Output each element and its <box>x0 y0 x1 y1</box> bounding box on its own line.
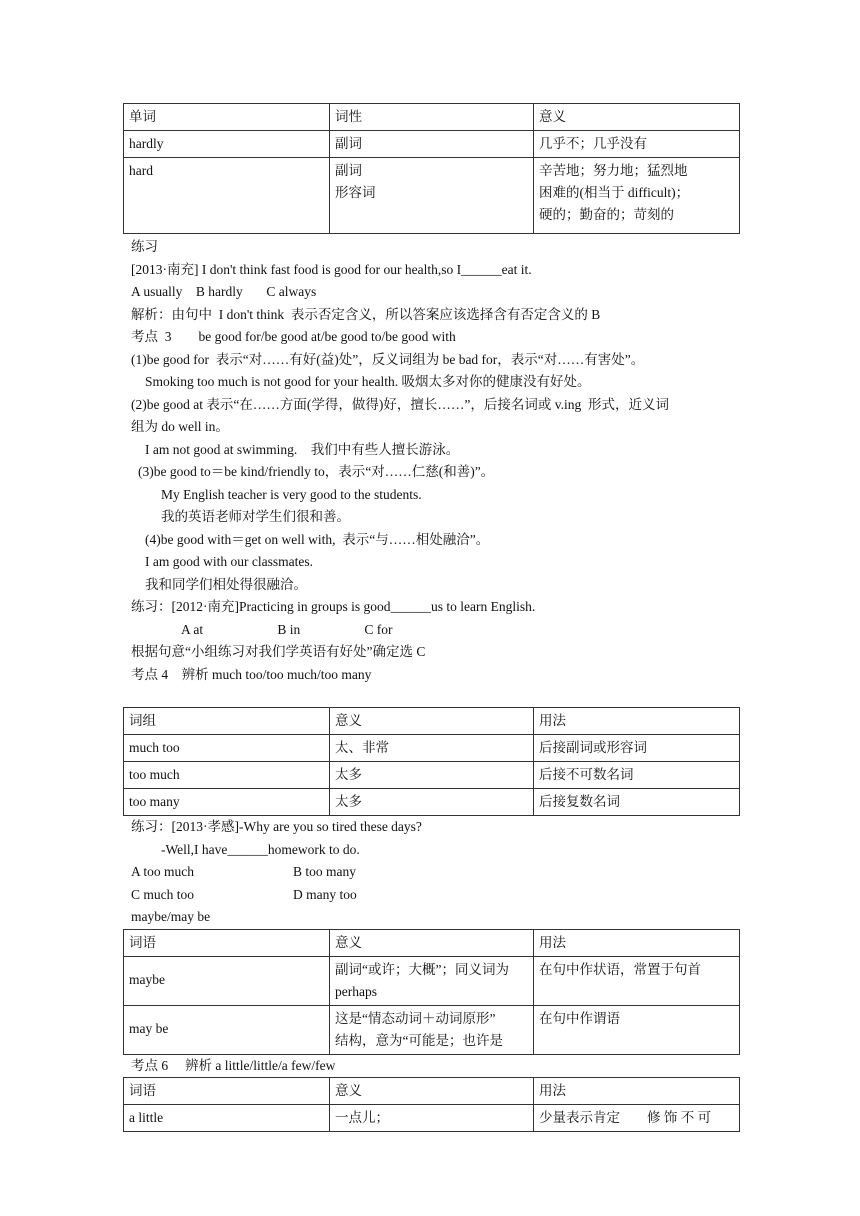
table-cell: 少量表示肯定 修 饰 不 可 <box>534 1105 740 1132</box>
table-row <box>124 1005 740 1054</box>
practice-question: 练习：[2012·南充]Practicing in groups is good______us to learn English. <box>131 599 536 614</box>
table-cell: 在句中作谓语 <box>534 1005 740 1054</box>
table-cell: 后接副词或形容词 <box>534 735 740 762</box>
table-row <box>124 789 740 816</box>
section-heading: maybe/may be <box>131 909 211 924</box>
cell-line: 辛苦地；努力地；猛烈地 <box>539 163 688 178</box>
table-header-row <box>124 104 740 131</box>
header-cell: 词性 <box>330 104 534 131</box>
header-cell: 意义 <box>534 104 740 131</box>
cell-line: 副词“或许；大概”；同义词为 <box>335 961 509 977</box>
table-cell <box>534 158 740 234</box>
header-cell: 词语 <box>124 1078 330 1105</box>
option-d: D many too <box>293 886 357 902</box>
cell-line: 形容词 <box>335 185 376 200</box>
table-cell: 太多 <box>330 762 534 789</box>
table-header-row <box>124 1078 740 1105</box>
cell-line: 副词 <box>335 163 362 178</box>
paragraph: (4)be good with＝get on well with, 表示“与……相处融洽”。 <box>145 531 490 547</box>
term-table-a-little <box>123 1077 740 1132</box>
practice-question: 练习：[2013·孝感]-Why are you so tired these days? <box>131 819 422 834</box>
header-cell: 用法 <box>534 1078 740 1105</box>
table-cell: too much <box>124 762 330 789</box>
table-cell: 几乎不；几乎没有 <box>534 131 740 158</box>
table-cell: 太、非常 <box>330 735 534 762</box>
table-cell: hard <box>124 158 330 234</box>
example-sentence: I am not good at swimming. 我们中有些人擅长游泳。 <box>145 441 460 457</box>
table-row <box>124 158 740 234</box>
header-cell: 意义 <box>330 929 534 956</box>
cell-line: 结构，意为“可能是；也许是 <box>335 1032 503 1048</box>
example-sentence: Smoking too much is not good for your health. 吸烟太多对你的健康没有好处。 <box>145 374 591 389</box>
answer-options <box>131 861 743 884</box>
paragraph: (3)be good to＝be kind/friendly to，表示“对……仁慈(和善)”。 <box>138 464 495 479</box>
table-header-row <box>124 708 740 735</box>
cell-line: perhaps <box>335 983 377 999</box>
example-sentence: I am good with our classmates. <box>145 554 313 569</box>
table-cell: a little <box>124 1105 330 1132</box>
table-row <box>124 956 740 1005</box>
practice-question: [2013·南充] I don't think fast food is good for our health,so I______eat it. <box>131 261 532 277</box>
header-cell: 意义 <box>330 1078 534 1105</box>
table-cell: too many <box>124 789 330 816</box>
document-page <box>123 103 743 1132</box>
phrase-table-much-too <box>123 707 740 816</box>
term-table-maybe <box>123 929 740 1055</box>
example-translation: 我的英语老师对学生们很和善。 <box>161 509 350 524</box>
header-cell: 词语 <box>124 929 330 956</box>
table-cell: hardly <box>124 131 330 158</box>
option-a: A too much <box>131 864 194 879</box>
table-cell <box>330 1005 534 1054</box>
table-cell: 后接不可数名词 <box>534 762 740 789</box>
table-cell: maybe <box>124 956 330 1005</box>
table-row <box>124 735 740 762</box>
point-title: 考点 6 辨析 a little/little/a few/few <box>131 1057 336 1073</box>
answer-options: A usually B hardly C always <box>131 284 317 299</box>
paragraph: (1)be good for 表示“对……有好(益)处”，反义词组为 be bad for，表示“对……有害处”。 <box>131 351 645 367</box>
option-c: C much too <box>131 886 194 902</box>
header-cell: 用法 <box>534 929 740 956</box>
header-cell: 用法 <box>534 708 740 735</box>
answer-options <box>131 884 743 907</box>
table-cell: 在句中作状语，常置于句首 <box>534 956 740 1005</box>
paragraph: 组为 do well in。 <box>131 419 229 434</box>
point-title: 考点 3 be good for/be good at/be good to/be good with <box>131 329 456 344</box>
table-cell: 后接复数名词 <box>534 789 740 816</box>
table-cell <box>330 956 534 1005</box>
practice-question: -Well,I have______homework to do. <box>161 841 360 857</box>
table-cell: 副词 <box>330 131 534 158</box>
option-b: B too many <box>293 864 356 879</box>
table-row <box>124 131 740 158</box>
analysis-text: 解析：由句中 I don't think 表示否定含义，所以答案应该选择含有否定含义的 B <box>131 306 601 322</box>
header-cell: 单词 <box>124 104 330 131</box>
point-title: 考点 4 辨析 much too/too much/too many <box>131 666 372 682</box>
table-cell: 太多 <box>330 789 534 816</box>
table-row <box>124 1105 740 1132</box>
cell-line: 硬的；勤奋的；苛刻的 <box>539 207 674 222</box>
table-row <box>124 762 740 789</box>
table-cell <box>330 158 534 234</box>
header-cell: 词组 <box>124 708 330 735</box>
word-table-hardly-hard <box>123 103 740 234</box>
example-sentence: My English teacher is very good to the students. <box>161 486 422 502</box>
paragraph: (2)be good at 表示“在……方面(学得，做得)好，擅长……”，后接名词或 v.ing 形式，近义词 <box>131 396 669 412</box>
table-header-row <box>124 929 740 956</box>
answer-explanation: 根据句意“小组练习对我们学英语有好处”确定选 C <box>131 644 426 659</box>
header-cell: 意义 <box>330 708 534 735</box>
cell-line: 这是“情态动词＋动词原形” <box>335 1010 496 1026</box>
answer-options: A at B in C for <box>181 621 393 637</box>
table-cell: 一点儿； <box>330 1105 534 1132</box>
example-translation: 我和同学们相处得很融洽。 <box>145 576 307 592</box>
section-heading: 练习 <box>131 239 158 254</box>
table-cell: may be <box>124 1005 330 1054</box>
cell-line: 困难的(相当于 difficult)； <box>539 185 690 200</box>
table-cell: much too <box>124 735 330 762</box>
